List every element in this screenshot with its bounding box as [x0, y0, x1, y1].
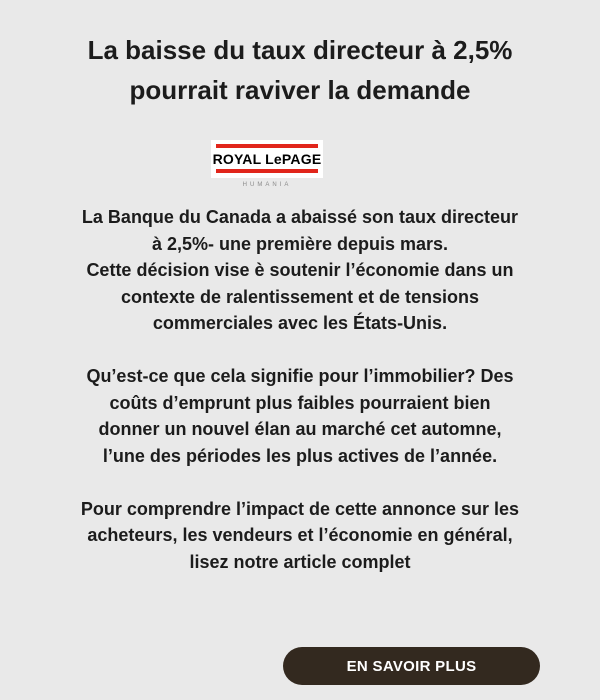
- logo-badge: [211, 140, 323, 178]
- text-line: acheteurs, les vendeurs et l’économie en général,: [87, 525, 513, 545]
- title-line-1: La baisse du taux directeur à 2,5%: [87, 35, 513, 65]
- text-line: Cette décision vise è soutenir l’économie dans un: [86, 260, 514, 280]
- paragraph-real-estate: [20, 363, 580, 469]
- text-line: La Banque du Canada a abaissé son taux directeur: [81, 207, 519, 227]
- logo-red-bar-top: [216, 144, 318, 148]
- text-line: à 2,5%- une première depuis mars.: [151, 233, 449, 254]
- text-line: coûts d’emprunt plus faibles pourraient bien: [109, 392, 491, 413]
- learn-more-button[interactable]: EN SAVOIR PLUS: [283, 647, 540, 685]
- text-line: contexte de ralentissement et de tensions: [120, 286, 480, 307]
- paragraph-announcement: [20, 204, 580, 337]
- royal-lepage-logo: [211, 140, 323, 192]
- logo-red-bar-bottom: [216, 169, 318, 173]
- text-line: Pour comprendre l’impact de cette annonce sur les: [80, 498, 520, 519]
- title-line-2: pourrait raviver la demande: [129, 75, 471, 105]
- text-line: lisez notre article complet: [189, 551, 411, 572]
- article-body: [20, 204, 580, 575]
- text-line: Qu’est-ce que cela signifie pour l’immobilier? Des: [86, 366, 514, 386]
- page-title: [0, 30, 600, 110]
- paragraph-read-more: [20, 496, 580, 576]
- text-line: donner un nouvel élan au marché cet automne,: [98, 419, 502, 439]
- text-line: l’une des périodes les plus actives de l’année.: [102, 445, 498, 466]
- logo-brand-text: ROYAL LePAGE: [212, 151, 322, 167]
- text-line: commerciales avec les États-Unis.: [152, 313, 448, 333]
- logo-subtext: HUMANIA: [242, 182, 292, 188]
